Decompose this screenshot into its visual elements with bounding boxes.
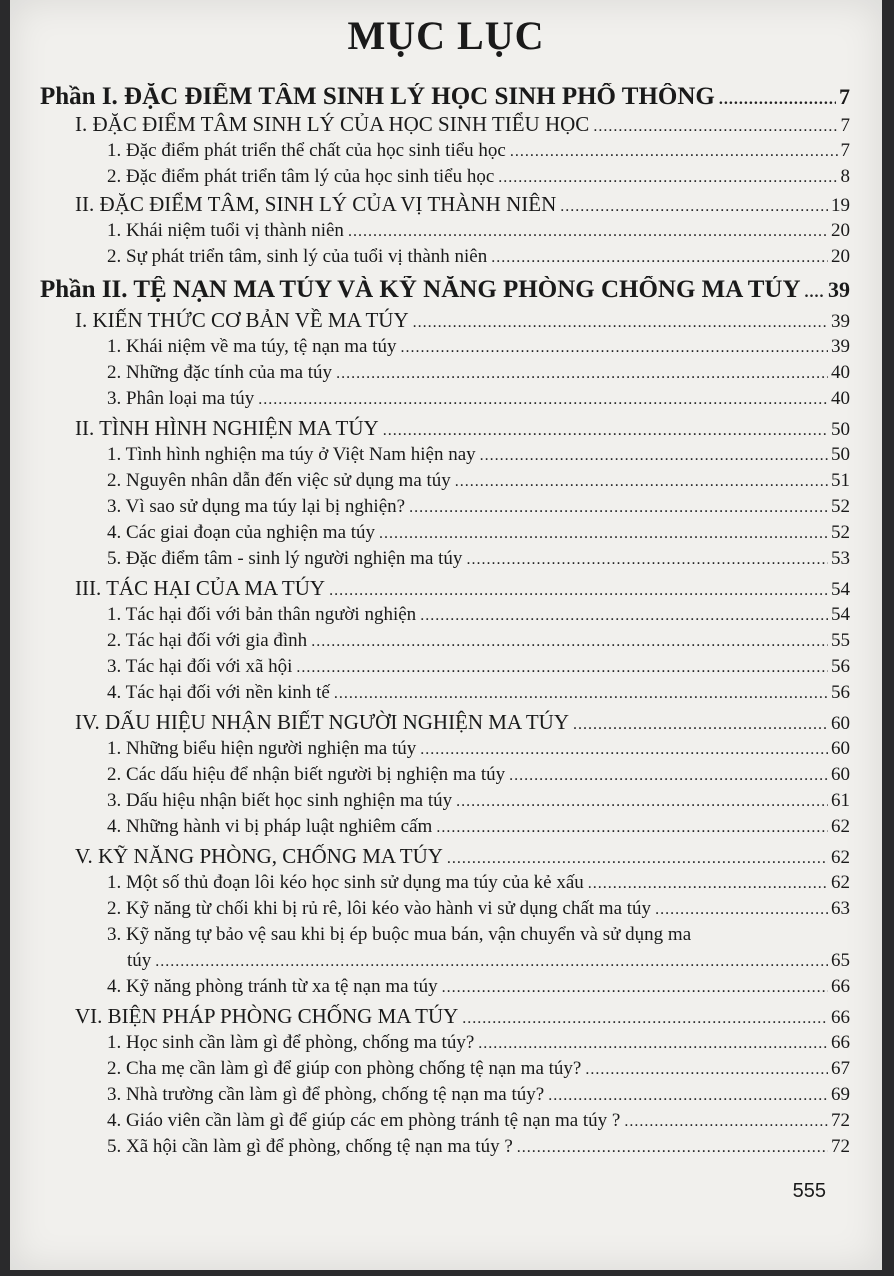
toc-page-number: 20 <box>831 246 850 267</box>
dot-leader <box>655 901 828 919</box>
dot-leader <box>296 659 828 677</box>
toc-item-label: 1. Khái niệm tuổi vị thành niên <box>107 220 344 241</box>
toc-section-label: I. ĐẶC ĐIỂM TÂM SINH LÝ CỦA HỌC SINH TIỂU HỌC <box>75 112 590 136</box>
toc-item-label: 2. Các dấu hiệu để nhận biết người bị nghiện ma túy <box>107 764 506 785</box>
toc-part-label: Phần II. TỆ NẠN MA TÚY VÀ KỸ NĂNG PHÒNG CHỐNG MA TÚY <box>40 276 801 303</box>
toc-page-number: 60 <box>831 764 850 785</box>
dot-leader <box>509 767 828 785</box>
toc-section-label: IV. DẤU HIỆU NHẬN BIẾT NGƯỜI NGHIỆN MA TÚY <box>75 710 570 734</box>
toc-item-label: 2. Những đặc tính của ma túy <box>107 362 333 383</box>
dot-leader <box>379 525 828 543</box>
toc-page-number: 50 <box>831 419 850 440</box>
toc-item-label: 5. Đặc điểm tâm - sinh lý người nghiện ma túy <box>107 548 463 569</box>
toc-item-label: 1. Tác hại đối với bản thân người nghiện <box>107 604 417 625</box>
dot-leader <box>548 1087 828 1105</box>
toc-item-label: 2. Tác hại đối với gia đình <box>107 630 308 651</box>
toc-item-label: 3. Tác hại đối với xã hội <box>107 656 293 677</box>
toc-section <box>75 308 850 333</box>
toc-item-label-cont: túy <box>127 950 152 971</box>
toc-page-number: 19 <box>831 195 850 216</box>
toc-page-number: 62 <box>831 816 850 837</box>
dot-leader <box>420 741 828 759</box>
toc-page-number: 67 <box>831 1058 850 1079</box>
toc-part-label: Phần I. ĐẶC ĐIỂM TÂM SINH LÝ HỌC SINH PHỔ THÔNG <box>40 83 715 110</box>
dot-leader <box>719 91 836 109</box>
toc-page-number: 55 <box>831 630 850 651</box>
toc-item <box>107 816 850 838</box>
toc-page-number: 62 <box>831 847 850 868</box>
toc-item-label: 4. Giáo viên cần làm gì để giúp các em phòng tránh tệ nạn ma túy ? <box>107 1110 621 1131</box>
toc-item <box>107 362 850 384</box>
dot-leader <box>334 685 828 703</box>
dot-leader <box>258 391 828 409</box>
dot-leader <box>478 1035 828 1053</box>
toc-page-number: 60 <box>831 738 850 759</box>
toc-page-number: 54 <box>831 579 850 600</box>
toc-page-number: 7 <box>840 115 850 136</box>
dot-leader <box>456 793 828 811</box>
toc-page-number: 69 <box>831 1084 850 1105</box>
toc-item-label: 5. Xã hội cần làm gì để phòng, chống tệ nạn ma túy ? <box>107 1136 513 1157</box>
dot-leader <box>420 607 828 625</box>
dot-leader <box>409 499 828 517</box>
toc-page-number: 61 <box>831 790 850 811</box>
toc-item-label: 3. Phân loại ma túy <box>107 388 255 409</box>
page-title: MỤC LỤC <box>347 13 545 58</box>
toc-item-label: 4. Kỹ năng phòng tránh từ xa tệ nạn ma túy <box>107 976 438 997</box>
toc-item <box>107 1032 850 1054</box>
toc-item <box>107 1110 850 1132</box>
toc-page-number: 7 <box>839 84 850 109</box>
toc-item <box>107 790 850 812</box>
toc-item <box>107 1084 850 1106</box>
toc-section-label: I. KIẾN THỨC CƠ BẢN VỀ MA TÚY <box>75 308 409 332</box>
dot-leader <box>498 169 837 187</box>
toc-page-number: 56 <box>831 682 850 703</box>
toc-item-label: 4. Những hành vi bị pháp luật nghiêm cấm <box>107 816 433 837</box>
toc-item <box>107 522 850 544</box>
dot-leader <box>593 118 837 136</box>
toc-page-number: 51 <box>831 470 850 491</box>
page-number-footer: 555 <box>792 1180 826 1202</box>
toc-item <box>107 872 850 894</box>
dot-leader <box>466 551 828 569</box>
toc-page-number: 39 <box>828 277 850 302</box>
toc-item <box>107 1058 850 1080</box>
toc-page-number: 50 <box>831 444 850 465</box>
toc-page-number: 72 <box>831 1136 850 1157</box>
toc-section <box>75 710 850 735</box>
toc-section-label: II. TÌNH HÌNH NGHIỆN MA TÚY <box>75 416 379 440</box>
toc-page-number: 60 <box>831 713 850 734</box>
toc-section <box>75 416 850 441</box>
toc-page-number: 56 <box>831 656 850 677</box>
dot-leader <box>573 716 828 734</box>
toc-item <box>107 496 850 518</box>
toc-item <box>107 220 850 242</box>
dot-leader <box>329 582 828 600</box>
toc-section-label: III. TÁC HẠI CỦA MA TÚY <box>75 576 326 600</box>
toc-item-label: 3. Vì sao sử dụng ma túy lại bị nghiện? <box>107 496 406 517</box>
toc-item <box>107 388 850 410</box>
toc-page-number: 40 <box>831 388 850 409</box>
toc-section-label: VI. BIỆN PHÁP PHÒNG CHỐNG MA TÚY <box>75 1004 459 1028</box>
dot-leader <box>805 284 826 302</box>
toc-item-label: 4. Tác hại đối với nền kinh tế <box>107 682 330 703</box>
toc-page-number: 65 <box>831 950 850 971</box>
document-page <box>10 0 882 1270</box>
toc-section <box>75 192 850 217</box>
dot-leader <box>336 365 828 383</box>
dot-leader <box>560 198 828 216</box>
toc-page-number: 63 <box>831 898 850 919</box>
toc-page-number: 53 <box>831 548 850 569</box>
dot-leader <box>442 979 828 997</box>
toc-page-number: 40 <box>831 362 850 383</box>
toc-page-number: 54 <box>831 604 850 625</box>
toc-item-label: 2. Sự phát triển tâm, sinh lý của tuổi vị thành niên <box>107 246 488 267</box>
dot-leader <box>311 633 828 651</box>
toc-page-number: 66 <box>831 976 850 997</box>
toc-item <box>107 630 850 652</box>
toc-page-number: 72 <box>831 1110 850 1131</box>
toc-item <box>107 764 850 786</box>
toc-item <box>107 246 850 268</box>
toc-item <box>107 682 850 704</box>
toc-item-label: 1. Một số thủ đoạn lôi kéo học sinh sử dụng ma túy của kẻ xấu <box>107 872 584 893</box>
toc-page-number: 66 <box>831 1007 850 1028</box>
toc-section-label: V. KỸ NĂNG PHÒNG, CHỐNG MA TÚY <box>75 844 443 868</box>
toc-item-label: 2. Nguyên nhân dẫn đến việc sử dụng ma túy <box>107 470 451 491</box>
dot-leader <box>510 143 838 161</box>
dot-leader <box>155 953 828 971</box>
toc-page-number: 62 <box>831 872 850 893</box>
toc-section <box>75 844 850 869</box>
toc-page-number: 39 <box>831 336 850 357</box>
dot-leader <box>413 314 828 332</box>
dot-leader <box>480 447 828 465</box>
toc-section <box>75 112 850 137</box>
toc-item <box>107 898 850 920</box>
toc-item <box>107 336 850 358</box>
dot-leader <box>401 339 829 357</box>
toc-item-label: 1. Học sinh cần làm gì để phòng, chống ma túy? <box>107 1032 475 1053</box>
toc-section <box>75 576 850 601</box>
toc-section <box>75 1004 850 1029</box>
toc-item-label: 1. Tình hình nghiện ma túy ở Việt Nam hiện nay <box>107 444 476 465</box>
dot-leader <box>462 1010 828 1028</box>
dot-leader <box>585 1061 828 1079</box>
toc-item-label: 2. Cha mẹ cần làm gì để giúp con phòng chống tệ nạn ma túy? <box>107 1058 582 1079</box>
dot-leader <box>383 422 828 440</box>
toc-item <box>107 548 850 570</box>
toc-page-number: 66 <box>831 1032 850 1053</box>
toc-item <box>107 1136 850 1158</box>
toc-item <box>107 738 850 760</box>
dot-leader <box>588 875 828 893</box>
toc-item-label: 2. Kỹ năng từ chối khi bị rủ rê, lôi kéo vào hành vi sử dụng chất ma túy <box>107 898 652 919</box>
toc-page-number: 52 <box>831 496 850 517</box>
toc-item <box>107 976 850 998</box>
toc-item-label: 4. Các giai đoạn của nghiện ma túy <box>107 522 376 543</box>
dot-leader <box>455 473 828 491</box>
toc-page-number: 8 <box>840 166 850 187</box>
toc-page-number: 52 <box>831 522 850 543</box>
toc-item <box>107 444 850 466</box>
toc-item <box>107 470 850 492</box>
toc-item-label: 1. Những biểu hiện người nghiện ma túy <box>107 738 417 759</box>
toc-item <box>107 656 850 678</box>
toc-item <box>107 166 850 188</box>
toc-section-label: II. ĐẶC ĐIỂM TÂM, SINH LÝ CỦA VỊ THÀNH NIÊN <box>75 192 557 216</box>
dot-leader <box>447 850 828 868</box>
toc-item-label: 3. Nhà trường cần làm gì để phòng, chống tệ nạn ma túy? <box>107 1084 545 1105</box>
toc-item <box>107 604 850 626</box>
toc-item-label: 1. Khái niệm về ma túy, tệ nạn ma túy <box>107 336 397 357</box>
toc-item <box>107 140 850 162</box>
toc-page-number: 39 <box>831 311 850 332</box>
toc-part-1 <box>40 83 850 111</box>
toc-part-2 <box>40 276 850 304</box>
toc-item <box>127 950 850 972</box>
dot-leader <box>624 1113 828 1131</box>
dot-leader <box>491 249 828 267</box>
dot-leader <box>517 1139 828 1157</box>
toc-item-label: 1. Đặc điểm phát triển thể chất của học sinh tiểu học <box>107 140 506 161</box>
toc-item-label-line1: 3. Kỹ năng tự bảo vệ sau khi bị ép buộc mua bán, vận chuyển và sử dụng ma <box>107 924 692 945</box>
toc-item-label: 3. Dấu hiệu nhận biết học sinh nghiện ma túy <box>107 790 453 811</box>
toc-item-label: 2. Đặc điểm phát triển tâm lý của học sinh tiểu học <box>107 166 495 187</box>
toc-page-number: 7 <box>840 140 850 161</box>
dot-leader <box>436 819 828 837</box>
dot-leader <box>348 223 828 241</box>
toc-page-number: 20 <box>831 220 850 241</box>
